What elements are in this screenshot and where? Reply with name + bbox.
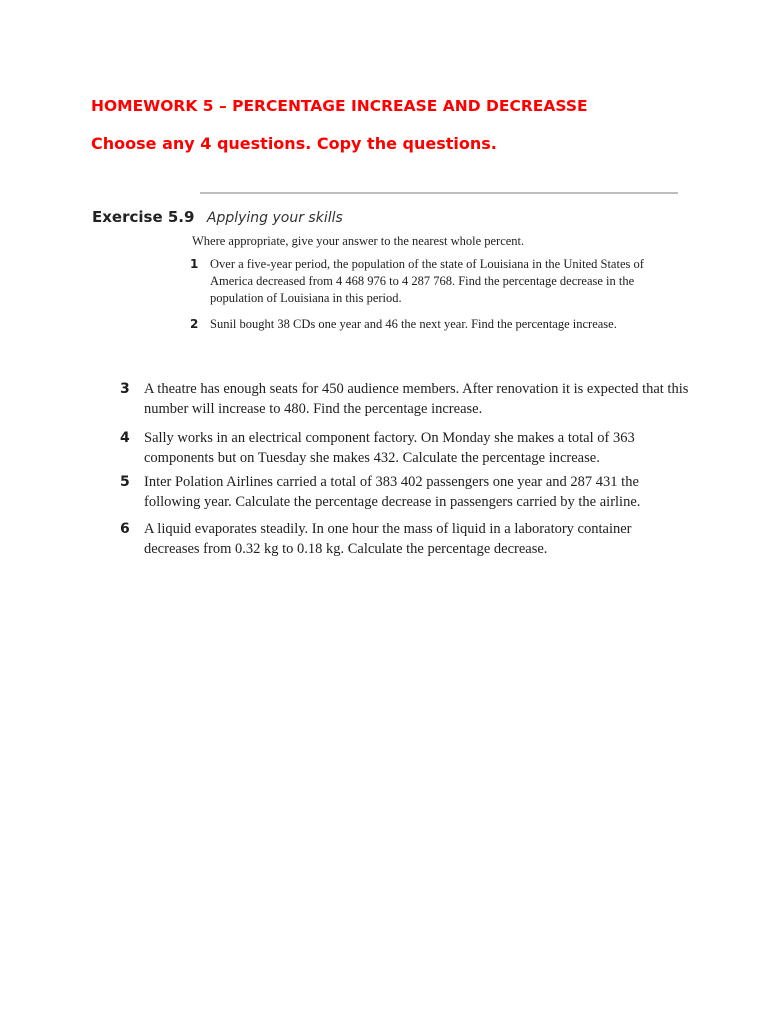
exercise-note: Where appropriate, give your answer to the nearest whole percent.: [192, 234, 525, 248]
question-text: Sally works in an electrical component factory. On Monday she makes a total of 363 components but on Tuesday she makes 432. Calculate the percentage increase.: [144, 430, 635, 466]
question-4: [120, 428, 690, 468]
question-number: 6: [120, 521, 130, 537]
question-number: 3: [120, 381, 130, 397]
page-title: HOMEWORK 5 – PERCENTAGE INCREASE AND DECREASSE: [91, 97, 588, 115]
question-3: [120, 379, 690, 419]
question-number: 4: [120, 430, 130, 446]
question-text: A liquid evaporates steadily. In one hour the mass of liquid in a laboratory container decreases from 0.32 kg to 0.18 kg. Calculate the percentage decrease.: [144, 521, 632, 557]
question-number: 5: [120, 474, 130, 490]
question-1: [190, 256, 660, 307]
question-6: [120, 519, 690, 559]
exercise-number: Exercise 5.9: [92, 208, 195, 226]
question-number: 1: [190, 257, 199, 271]
exercise-heading: [92, 208, 343, 227]
question-text: Sunil bought 38 CDs one year and 46 the next year. Find the percentage increase.: [210, 317, 617, 331]
question-5: [120, 472, 690, 512]
question-2: [190, 316, 660, 333]
instructions: Choose any 4 questions. Copy the questions.: [91, 134, 497, 153]
question-text: Inter Polation Airlines carried a total of 383 402 passengers one year and 287 431 the following year. Calculate the percentage decrease in passengers carried by the airline.: [144, 474, 641, 510]
exercise-subtitle: Applying your skills: [206, 210, 343, 226]
question-text: Over a five-year period, the population of the state of Louisiana in the United States of America decreased from 4 468 976 to 4 287 768. Find the percentage decrease in the population of Louisiana in this period.: [210, 257, 644, 305]
question-text: A theatre has enough seats for 450 audience members. After renovation it is expected that this number will increase to 480. Find the percentage increase.: [144, 381, 689, 417]
question-number: 2: [190, 317, 199, 331]
divider-rule: [200, 192, 678, 194]
